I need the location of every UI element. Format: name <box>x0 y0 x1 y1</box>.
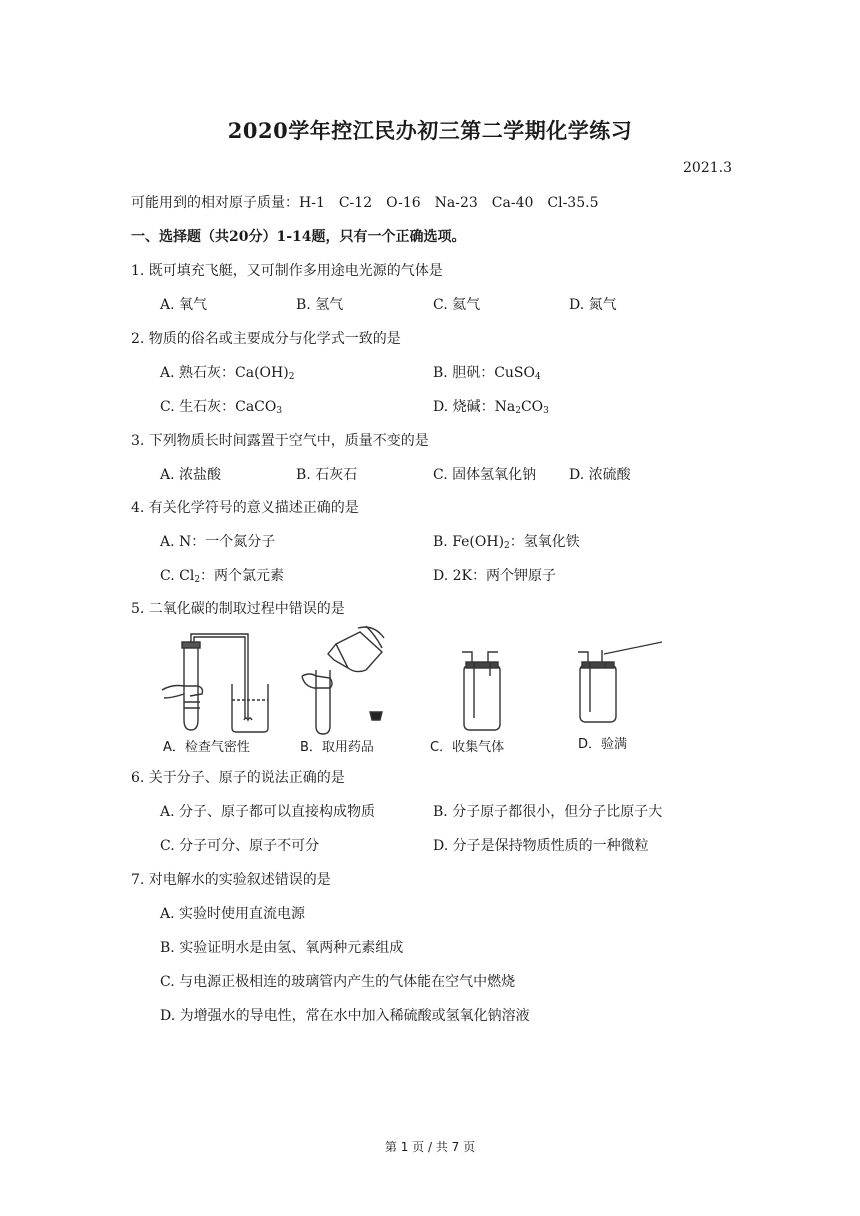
question-2-stem: 2. 物质的俗名或主要成分与化学式一致的是 <box>131 331 401 347</box>
question-3-option-a: A. 浓盐酸 <box>160 467 222 483</box>
question-1-stem: 1. 既可填充飞艇，又可制作多用途电光源的气体是 <box>131 263 443 279</box>
question-3-option-d: D. 浓硫酸 <box>569 467 631 483</box>
question-7-option-a: A. 实验时使用直流电源 <box>160 906 306 922</box>
question-3-option-b: B. 石灰石 <box>296 467 358 483</box>
figure-taking-reagent <box>296 624 396 736</box>
exam-date: 2021.3 <box>683 160 732 176</box>
question-2-option-b: B. 胆矾：CuSO$_4$ <box>433 365 541 382</box>
question-1-option-c: C. 氦气 <box>433 297 481 313</box>
question-7-stem: 7. 对电解水的实验叙述错误的是 <box>131 872 331 888</box>
question-1-option-d: D. 氮气 <box>569 297 617 313</box>
question-6-stem: 6. 关于分子、原子的说法正确的是 <box>131 770 345 786</box>
question-2-option-d: D. 烧碱：$Na_2CO_3$ <box>433 399 549 416</box>
question-2-option-c: C. 生石灰：CaCO$_3$ <box>160 399 283 416</box>
question-5-stem: 5. 二氧化碳的制取过程中错误的是 <box>131 601 345 617</box>
atomic-mass-note: 可能用到的相对原子质量：H-1 C-12 O-16 Na-23 Ca-40 Cl-35.5 <box>131 195 599 211</box>
question-3-stem: 3. 下列物质长时间露置于空气中，质量不变的是 <box>131 433 429 449</box>
question-2-option-a: A. 熟石灰：$Ca(OH)_2$ <box>160 365 295 382</box>
figure-caption-d: D．验满 <box>578 737 628 752</box>
figure-checking-full <box>568 640 668 724</box>
page-footer: 第 1 页 / 共 7 页 <box>384 1140 476 1154</box>
question-1-option-a: A. 氧气 <box>160 297 208 313</box>
figure-airtightness-check <box>160 628 280 738</box>
page-title: 2020学年控江民办初三第二学期化学练习 <box>227 118 633 143</box>
question-1-option-b: B. 氢气 <box>296 297 344 313</box>
question-7-option-d: D. 为增强水的导电性，常在水中加入稀硫酸或氢氧化钠溶液 <box>160 1008 530 1024</box>
question-4-option-a: A. N：一个氮分子 <box>160 534 276 550</box>
figure-caption-b: B．取用药品 <box>300 740 374 755</box>
question-7-option-b: B. 实验证明水是由氢、氧两种元素组成 <box>160 940 404 956</box>
question-3-option-c: C. 固体氢氧化钠 <box>433 467 537 483</box>
figure-collecting-gas <box>452 648 512 732</box>
question-4-option-d: D. 2K：两个钾原子 <box>433 568 556 584</box>
question-4-option-c: C. $Cl_2$：两个氯元素 <box>160 568 285 585</box>
question-6-option-a: A. 分子、原子都可以直接构成物质 <box>160 804 376 820</box>
figure-caption-c: C．收集气体 <box>430 740 505 755</box>
question-6-option-b: B. 分子原子都很小，但分子比原子大 <box>433 804 663 820</box>
section-heading: 一、选择题（共20分）1-14题，只有一个正确选项。 <box>131 229 466 245</box>
question-4-option-b: B. $Fe(OH)_2$：氢氧化铁 <box>433 534 580 551</box>
question-6-option-d: D. 分子是保持物质性质的一种微粒 <box>433 838 649 854</box>
question-4-stem: 4. 有关化学符号的意义描述正确的是 <box>131 500 359 516</box>
question-7-option-c: C. 与电源正极相连的玻璃管内产生的气体能在空气中燃烧 <box>160 974 516 990</box>
figure-caption-a: A．检查气密性 <box>163 740 250 755</box>
question-6-option-c: C. 分子可分、原子不可分 <box>160 838 320 854</box>
